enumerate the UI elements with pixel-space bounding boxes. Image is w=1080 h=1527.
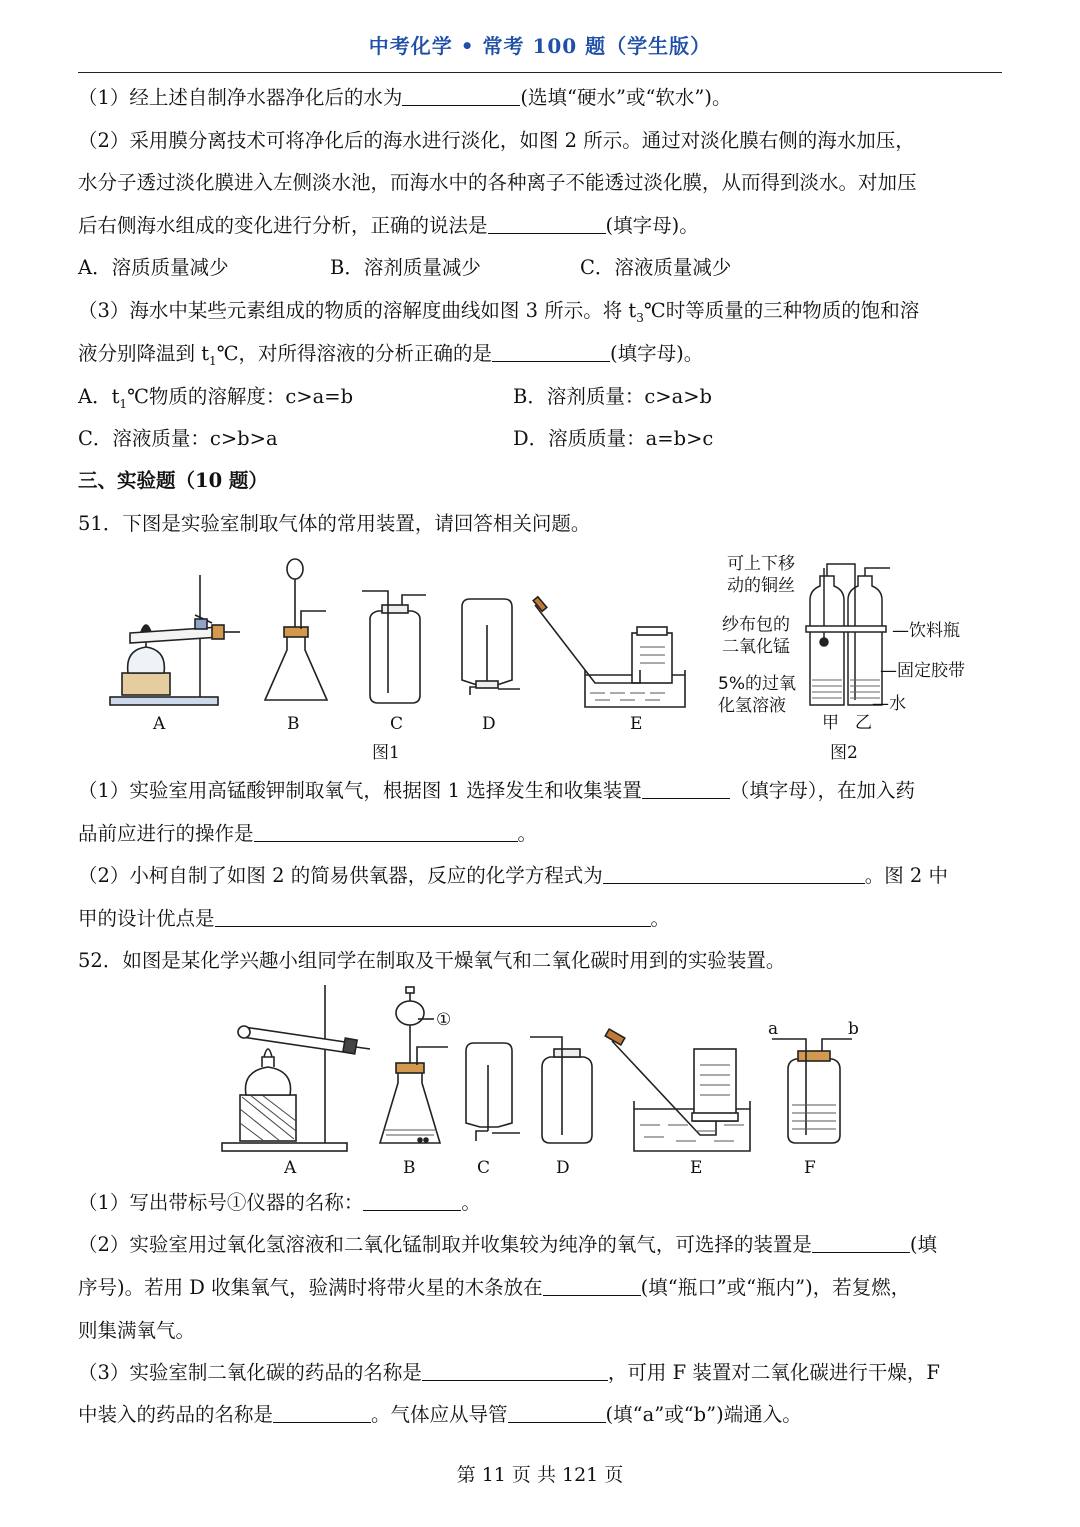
option-a-pre: A．t <box>78 385 120 408</box>
q52-label-b: B <box>403 1158 416 1178</box>
punct: 。 <box>461 1191 481 1214</box>
subscript: 1 <box>119 396 128 411</box>
q50-part2-line3 <box>78 205 1002 247</box>
option-a-post: ℃物质的溶解度：c>a=b <box>127 385 354 408</box>
q52-part2-text2: 序号)。若用 D 收集氧气，验满时将带火星的木条放在 <box>78 1276 543 1299</box>
q52-label-e: E <box>690 1158 703 1178</box>
q52-label-c: C <box>477 1158 491 1178</box>
q52-marker-1: ① <box>436 1010 452 1030</box>
subscript: 3 <box>636 310 644 325</box>
page-footer: 第 11 页 共 121 页 <box>456 1464 624 1486</box>
q51-part1-line2 <box>78 813 1002 855</box>
q51-part2-text2: 甲的设计优点是 <box>78 907 215 930</box>
q52-part3-text2: 中装入的药品的名称是 <box>78 1403 274 1426</box>
fig2-label-tape: —固定胶带 <box>880 661 965 681</box>
q52-label-f: F <box>804 1158 816 1178</box>
fig2-label-mno2: 纱布包的 二氧化锰 <box>722 615 790 657</box>
fig2-label-yi: 乙 <box>855 713 872 733</box>
q51-part2-line2 <box>78 898 1002 940</box>
q52-part1-text: （1）写出带标号①仪器的名称： <box>78 1191 364 1214</box>
q52-part2-hint: (填 <box>909 1233 938 1256</box>
answer-blank[interactable] <box>543 1273 641 1296</box>
fig2-label-bottle: —饮料瓶 <box>892 621 960 641</box>
answer-blank[interactable] <box>254 819 518 842</box>
q52-part3-line2 <box>78 1394 1002 1436</box>
q50-part2-line1: （2）采用膜分离技术可将净化后的海水进行淡化，如图 2 所示。通过对淡化膜右侧的海水加压， <box>78 129 915 152</box>
answer-blank[interactable] <box>812 1230 910 1253</box>
fig2-caption: 图2 <box>830 743 858 763</box>
header-rule <box>78 72 1002 73</box>
q50-part3-option-b: B．溶剂质量：c>a>b <box>513 385 713 408</box>
q51-part1-text: （1）实验室用高锰酸钾制取氧气，根据图 1 选择发生和收集装置 <box>78 779 642 802</box>
q52-part1 <box>78 1182 1002 1224</box>
q52-apparatus-a <box>222 985 370 1151</box>
q52-stem: 52．如图是某化学兴趣小组同学在制取及干燥氧气和二氧化碳时用到的实验装置。 <box>78 949 786 972</box>
q52-part2-line1 <box>78 1224 1002 1266</box>
q50-part3-option-d: D．溶质质量：a=b>c <box>513 427 714 450</box>
q52-part3-text-cont: ，可用 F 装置对二氧化碳进行干燥，F <box>607 1361 940 1384</box>
q51-part1-hint: （填字母），在加入药 <box>729 779 915 802</box>
fig1-label-b: B <box>287 714 300 734</box>
fig2-label-wire: 可上下移 动的铜丝 <box>727 554 795 596</box>
answer-blank[interactable] <box>402 83 520 106</box>
q52-part3-text: （3）实验室制二氧化碳的药品的名称是 <box>78 1361 422 1384</box>
q50-part3-line1 <box>78 290 1002 339</box>
q50-part2-option-c: C．溶液质量减少 <box>580 256 732 279</box>
q51-figure1 <box>100 555 710 715</box>
q50-part3-line2 <box>78 333 1002 382</box>
q51-part1-text2: 品前应进行的操作是 <box>78 822 254 845</box>
subscript: 1 <box>209 353 217 368</box>
fig2-label-jia: 甲 <box>822 713 839 733</box>
q52-apparatus-c <box>466 1043 520 1141</box>
q50-part2-text: 后右侧海水组成的变化进行分析，正确的说法是 <box>78 214 488 237</box>
q52-apparatus-d <box>530 1037 592 1143</box>
fig2-label-water: —水 <box>872 694 906 714</box>
apparatus-b-funnel-flask <box>265 559 327 700</box>
q51-part2-text: （2）小柯自制了如图 2 的简易供氧器，反应的化学方程式为 <box>78 864 603 887</box>
apparatus-a-heating-stand <box>110 575 240 705</box>
fig1-label-c: C <box>390 714 404 734</box>
q50-part2-line2: 水分子透过淡化膜进入左侧淡水池，而海水中的各种离子不能透过淡化膜，从而得到淡水。对加压 <box>78 171 917 194</box>
punct: 。 <box>517 822 538 845</box>
q52-part3-line1 <box>78 1352 1002 1394</box>
q51-part1-line1 <box>78 770 1002 812</box>
q52-figure <box>220 985 880 1155</box>
fig2-label-h2o2: 5%的过氧 化氢溶液 <box>718 674 796 716</box>
q50-part3-text: （3）海水中某些元素组成的物质的溶解度曲线如图 3 所示。将 t <box>78 299 637 322</box>
q52-label-a: A <box>284 1158 297 1178</box>
fig1-caption: 图1 <box>372 743 400 763</box>
q51-part2-text-cont: 。图 2 中 <box>864 864 949 887</box>
answer-blank[interactable] <box>273 1400 371 1423</box>
q50-part1 <box>78 77 1002 119</box>
q52-part2-hint2: (填“瓶口”或“瓶内”)，若复燃， <box>640 1276 911 1299</box>
answer-blank[interactable] <box>363 1188 461 1211</box>
q52-part3-hint: (填“a”或“b”)端通入。 <box>605 1403 802 1426</box>
q52-apparatus-f <box>772 1039 852 1143</box>
section-heading: 三、实验题（10 题） <box>78 469 268 492</box>
q50-part3-text3: ℃，对所得溶液的分析正确的是 <box>216 342 493 365</box>
q50-part3-text-cont: ℃时等质量的三种物质的饱和溶 <box>643 299 920 322</box>
q52-tube-a-label: a <box>768 1019 779 1039</box>
q52-part2-line3: 则集满氧气。 <box>78 1319 196 1342</box>
q52-part2-text: （2）实验室用过氧化氢溶液和二氧化锰制取并收集较为纯净的氧气，可选择的装置是 <box>78 1233 812 1256</box>
page-header-title: 中考化学 • 常考 100 题（学生版） <box>368 34 712 58</box>
answer-blank[interactable] <box>492 339 610 362</box>
q51-part2-line1 <box>78 855 1002 897</box>
apparatus-d-inverted-bottle <box>462 599 520 695</box>
answer-blank[interactable] <box>422 1358 608 1381</box>
q50-part2-option-a: A．溶质质量减少 <box>78 256 229 279</box>
q52-label-d: D <box>556 1158 570 1178</box>
q50-part1-text: （1）经上述自制净水器净化后的水为 <box>78 86 403 109</box>
answer-blank[interactable] <box>215 904 651 927</box>
q52-tube-b-label: b <box>848 1019 859 1039</box>
apparatus-e-water-trough <box>533 597 685 707</box>
q50-part3-text2: 液分别降温到 t <box>78 342 210 365</box>
q52-part3-text3: 。气体应从导管 <box>371 1403 508 1426</box>
answer-blank[interactable] <box>508 1400 606 1423</box>
answer-blank[interactable] <box>488 211 606 234</box>
fig1-label-e: E <box>630 714 643 734</box>
q50-part3-hint: (填字母)。 <box>610 342 704 365</box>
q50-part3-option-c: C．溶液质量：c>b>a <box>78 427 278 450</box>
q52-part2-line2 <box>78 1267 1002 1309</box>
punct: 。 <box>650 907 671 930</box>
fig1-label-a: A <box>153 714 166 734</box>
q50-part2-option-b: B．溶剂质量减少 <box>330 256 481 279</box>
fig1-label-d: D <box>482 714 496 734</box>
q52-apparatus-e <box>605 1029 750 1151</box>
answer-blank[interactable] <box>642 776 730 799</box>
answer-blank[interactable] <box>603 861 865 884</box>
q51-stem: 51．下图是实验室制取气体的常用装置，请回答相关问题。 <box>78 512 591 535</box>
q50-part2-hint: (填字母)。 <box>605 214 699 237</box>
q50-part1-hint: (选填“硬水”或“软水”)。 <box>520 86 732 109</box>
apparatus-c-gas-bottle <box>362 591 426 703</box>
